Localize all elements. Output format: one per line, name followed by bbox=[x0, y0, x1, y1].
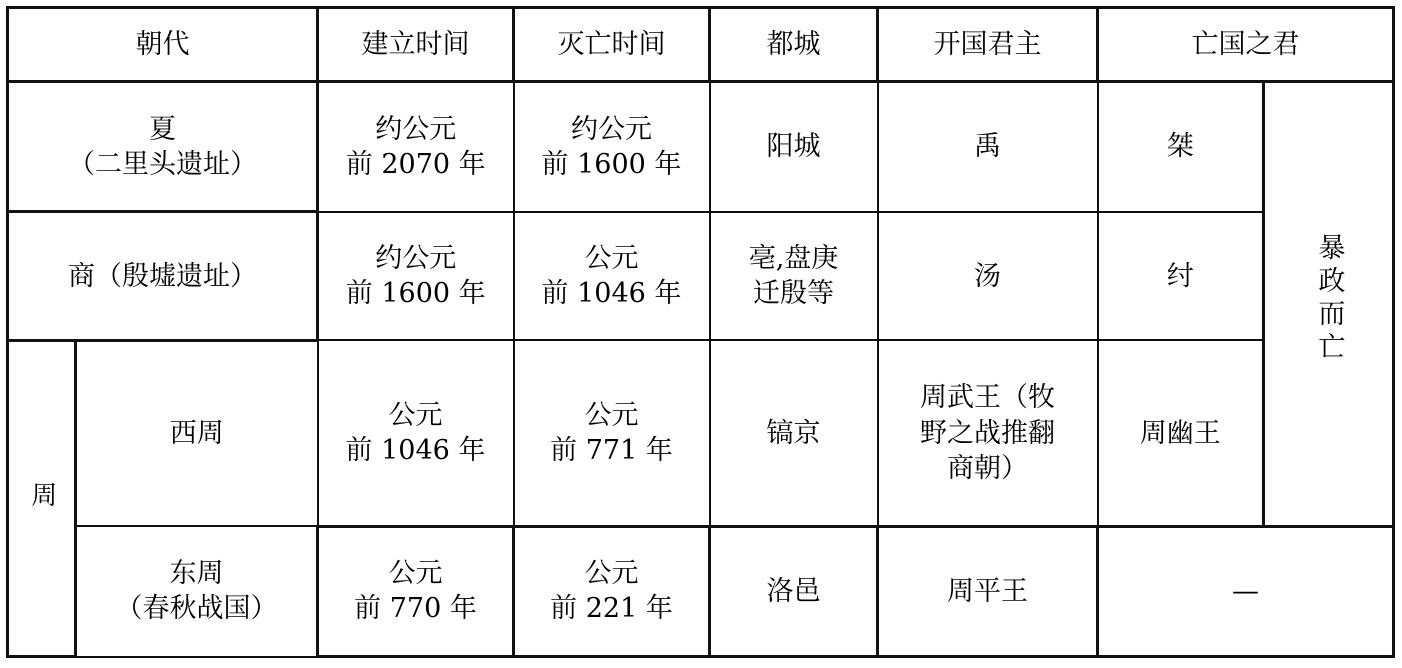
table-row bbox=[8, 340, 1394, 526]
ended-line-1: 公元 bbox=[584, 558, 639, 590]
ended-line-2: 前 221 年 bbox=[550, 593, 673, 625]
dynasty-period: （春秋战国） bbox=[115, 593, 278, 625]
founded-line-2: 前 770 年 bbox=[354, 593, 477, 625]
ended-line-1: 公元 bbox=[584, 399, 639, 431]
founder-line-3: 商朝） bbox=[947, 452, 1028, 484]
header-last-ruler: 亡国之君 bbox=[1098, 8, 1394, 82]
dynasty-site: （二里头遗址） bbox=[68, 148, 257, 180]
ended-line-1: 约公元 bbox=[571, 113, 652, 145]
cell-dynasty-xia bbox=[8, 81, 318, 211]
header-dynasty: 朝代 bbox=[8, 8, 318, 82]
table-row bbox=[8, 81, 1394, 211]
ended-line-2: 前 1600 年 bbox=[541, 148, 682, 180]
cell-capital-western-zhou: 镐京 bbox=[710, 340, 878, 526]
capital-line-2: 迁殷等 bbox=[753, 278, 834, 310]
capital-line-1: 亳,盘庚 bbox=[748, 242, 839, 274]
cell-last-ruler-shang: 纣 bbox=[1098, 212, 1264, 341]
cell-ended-shang bbox=[514, 212, 710, 341]
cell-dynasty-western-zhou: 西周 bbox=[76, 340, 318, 526]
cell-ended-eastern-zhou bbox=[514, 526, 710, 656]
table-header-row bbox=[8, 8, 1394, 82]
header-ended: 灭亡时间 bbox=[514, 8, 710, 82]
table-row bbox=[8, 526, 1394, 656]
founder-line-1: 周武王（牧 bbox=[920, 382, 1055, 414]
founded-line-2: 前 1046 年 bbox=[345, 435, 486, 467]
cell-founder-western-zhou bbox=[878, 340, 1098, 526]
shared-note-text: 暴政而亡 bbox=[1313, 233, 1345, 366]
ended-line-2: 前 771 年 bbox=[550, 435, 673, 467]
cell-founder-eastern-zhou: 周平王 bbox=[878, 526, 1098, 656]
cell-ended-xia bbox=[514, 81, 710, 211]
founded-line-1: 约公元 bbox=[375, 242, 457, 274]
cell-founded-xia bbox=[318, 81, 514, 211]
cell-dynasty-shang: 商（殷墟遗址） bbox=[8, 212, 318, 341]
cell-last-ruler-eastern-zhou: — bbox=[1098, 526, 1394, 656]
cell-capital-shang bbox=[710, 212, 878, 341]
header-founder: 开国君主 bbox=[878, 8, 1098, 82]
cell-founded-shang bbox=[318, 212, 514, 341]
dynasty-name: 夏 bbox=[149, 113, 176, 145]
founded-line-1: 约公元 bbox=[375, 113, 457, 145]
dynasty-comparison-table bbox=[6, 6, 1395, 658]
cell-founded-western-zhou bbox=[318, 340, 514, 526]
founded-line-1: 公元 bbox=[388, 399, 443, 431]
cell-dynasty-eastern-zhou bbox=[76, 526, 318, 656]
cell-ended-western-zhou bbox=[514, 340, 710, 526]
header-founded: 建立时间 bbox=[318, 8, 514, 82]
founder-line-2: 野之战推翻 bbox=[920, 417, 1055, 449]
ended-line-2: 前 1046 年 bbox=[541, 278, 682, 310]
cell-capital-xia: 阳城 bbox=[710, 81, 878, 211]
ended-line-1: 公元 bbox=[584, 242, 639, 274]
cell-founded-eastern-zhou bbox=[318, 526, 514, 656]
cell-group-zhou bbox=[8, 340, 76, 656]
cell-capital-eastern-zhou: 洛邑 bbox=[710, 526, 878, 656]
dynasty-name: 东周 bbox=[169, 558, 224, 590]
founded-line-1: 公元 bbox=[388, 558, 443, 590]
founded-line-2: 前 1600 年 bbox=[345, 278, 486, 310]
cell-founder-shang: 汤 bbox=[878, 212, 1098, 341]
cell-founder-xia: 禹 bbox=[878, 81, 1098, 211]
cell-last-ruler-xia: 桀 bbox=[1098, 81, 1264, 211]
cell-last-ruler-western-zhou: 周幽王 bbox=[1098, 340, 1264, 526]
founded-line-2: 前 2070 年 bbox=[345, 148, 486, 180]
table-row bbox=[8, 212, 1394, 341]
group-label-zhou: 周 bbox=[26, 480, 57, 507]
header-capital: 都城 bbox=[710, 8, 878, 82]
cell-shared-note bbox=[1264, 81, 1394, 526]
